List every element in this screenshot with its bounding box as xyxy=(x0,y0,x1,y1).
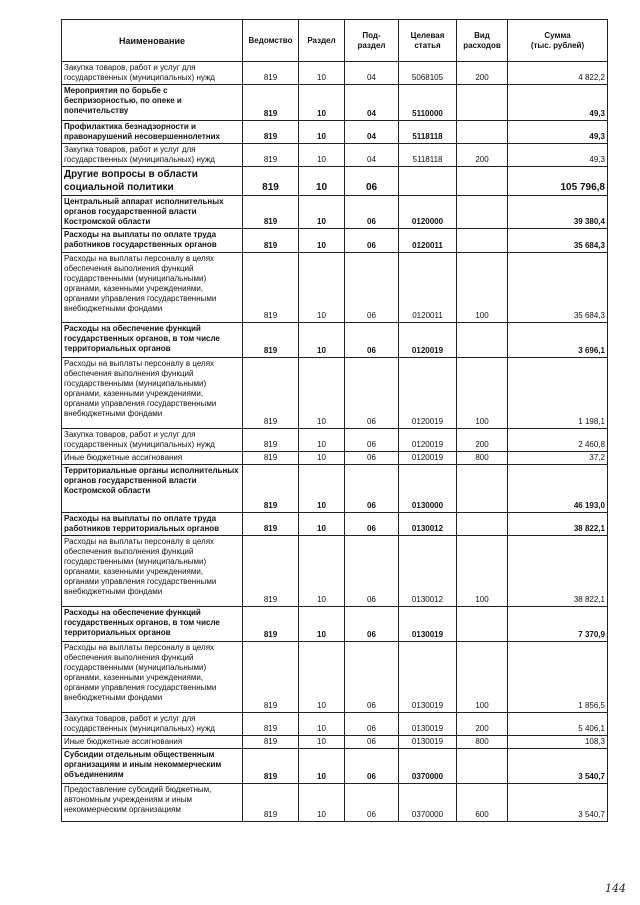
row-sum: 46 193,0 xyxy=(508,465,608,513)
row-sum: 5 406,1 xyxy=(508,713,608,736)
row-section: 10 xyxy=(299,736,345,749)
table-row xyxy=(62,736,608,749)
row-section: 10 xyxy=(299,196,345,229)
row-kind: 800 xyxy=(457,452,508,465)
row-target xyxy=(399,167,457,196)
row-name: Другие вопросы в области социальной политики xyxy=(62,167,243,196)
row-section: 10 xyxy=(299,536,345,607)
row-dept: 819 xyxy=(243,736,299,749)
row-subsection: 06 xyxy=(345,253,399,323)
row-name: Закупка товаров, работ и услуг для государственных (муниципальных) нужд xyxy=(62,713,243,736)
row-dept: 819 xyxy=(243,229,299,253)
row-section: 10 xyxy=(299,465,345,513)
row-sum: 7 370,9 xyxy=(508,607,608,642)
table-row xyxy=(62,452,608,465)
row-subsection: 06 xyxy=(345,452,399,465)
row-section: 10 xyxy=(299,429,345,452)
row-kind xyxy=(457,167,508,196)
row-name: Расходы на выплаты персоналу в целях обеспечения выполнения функций государственными (муниципальными) органами, казенными учреждениями, органами управления государственными внебюджетными фондами xyxy=(62,642,243,713)
table-row xyxy=(62,323,608,358)
row-section: 10 xyxy=(299,62,345,85)
row-kind xyxy=(457,749,508,784)
row-kind xyxy=(457,229,508,253)
row-kind xyxy=(457,465,508,513)
row-kind: 100 xyxy=(457,642,508,713)
row-subsection: 06 xyxy=(345,465,399,513)
row-subsection: 04 xyxy=(345,144,399,167)
header-name: Наименование xyxy=(62,20,243,62)
table-row xyxy=(62,784,608,822)
row-target: 0130019 xyxy=(399,736,457,749)
table-row xyxy=(62,229,608,253)
row-section: 10 xyxy=(299,253,345,323)
row-target: 5068105 xyxy=(399,62,457,85)
row-kind: 200 xyxy=(457,713,508,736)
row-name: Расходы на выплаты по оплате труда работников государственных органов xyxy=(62,229,243,253)
row-section: 10 xyxy=(299,167,345,196)
header-dept: Ведомство xyxy=(243,20,299,62)
row-dept: 819 xyxy=(243,536,299,607)
row-name: Расходы на выплаты по оплате труда работников территориальных органов xyxy=(62,513,243,536)
row-subsection: 06 xyxy=(345,749,399,784)
table-row xyxy=(62,465,608,513)
budget-table xyxy=(61,19,608,822)
row-sum: 38 822,1 xyxy=(508,513,608,536)
row-dept: 819 xyxy=(243,749,299,784)
row-section: 10 xyxy=(299,642,345,713)
row-section: 10 xyxy=(299,323,345,358)
row-sum: 3 696,1 xyxy=(508,323,608,358)
row-sum: 35 684,3 xyxy=(508,253,608,323)
table-row xyxy=(62,642,608,713)
table-row xyxy=(62,121,608,144)
row-sum: 49,3 xyxy=(508,85,608,121)
row-target: 0370000 xyxy=(399,784,457,822)
row-dept: 819 xyxy=(243,62,299,85)
row-sum: 3 540,7 xyxy=(508,749,608,784)
row-section: 10 xyxy=(299,229,345,253)
row-dept: 819 xyxy=(243,452,299,465)
row-sum: 2 460,8 xyxy=(508,429,608,452)
table-row xyxy=(62,513,608,536)
row-name: Центральный аппарат исполнительных органов государственной власти Костромской области xyxy=(62,196,243,229)
row-dept: 819 xyxy=(243,196,299,229)
row-dept: 819 xyxy=(243,121,299,144)
row-section: 10 xyxy=(299,452,345,465)
table-row xyxy=(62,358,608,429)
table-body xyxy=(62,62,608,822)
row-subsection: 06 xyxy=(345,513,399,536)
row-dept: 819 xyxy=(243,144,299,167)
row-name: Иные бюджетные ассигнования xyxy=(62,736,243,749)
row-dept: 819 xyxy=(243,253,299,323)
row-subsection: 06 xyxy=(345,229,399,253)
row-sum: 108,3 xyxy=(508,736,608,749)
row-dept: 819 xyxy=(243,784,299,822)
row-kind: 200 xyxy=(457,144,508,167)
row-kind: 100 xyxy=(457,253,508,323)
table-header-row xyxy=(62,20,608,62)
table-row xyxy=(62,429,608,452)
row-dept: 819 xyxy=(243,465,299,513)
row-dept: 819 xyxy=(243,85,299,121)
row-target: 0120019 xyxy=(399,323,457,358)
row-kind xyxy=(457,196,508,229)
row-sum: 49,3 xyxy=(508,121,608,144)
row-target: 0130019 xyxy=(399,607,457,642)
row-sum: 39 380,4 xyxy=(508,196,608,229)
row-target: 0130019 xyxy=(399,642,457,713)
page-number: 144 xyxy=(605,882,626,895)
header-kind: Вид расходов xyxy=(457,20,508,62)
row-subsection: 06 xyxy=(345,536,399,607)
row-dept: 819 xyxy=(243,167,299,196)
row-target: 0120011 xyxy=(399,253,457,323)
row-sum: 3 540,7 xyxy=(508,784,608,822)
row-section: 10 xyxy=(299,713,345,736)
table-row xyxy=(62,749,608,784)
row-sum: 38 822,1 xyxy=(508,536,608,607)
row-kind xyxy=(457,323,508,358)
row-dept: 819 xyxy=(243,513,299,536)
row-target: 5118118 xyxy=(399,144,457,167)
table-row xyxy=(62,253,608,323)
row-subsection: 04 xyxy=(345,121,399,144)
row-sum: 1 856,5 xyxy=(508,642,608,713)
row-name: Закупка товаров, работ и услуг для государственных (муниципальных) нужд xyxy=(62,62,243,85)
row-kind: 800 xyxy=(457,736,508,749)
row-subsection: 06 xyxy=(345,736,399,749)
row-name: Расходы на обеспечение функций государственных органов, в том числе территориальных органов xyxy=(62,323,243,358)
row-kind: 100 xyxy=(457,536,508,607)
row-kind: 100 xyxy=(457,358,508,429)
row-target: 0370000 xyxy=(399,749,457,784)
row-target: 5118118 xyxy=(399,121,457,144)
row-target: 0120019 xyxy=(399,358,457,429)
row-name: Территориальные органы исполнительных органов государственной власти Костромской области xyxy=(62,465,243,513)
row-subsection: 06 xyxy=(345,784,399,822)
table-row xyxy=(62,713,608,736)
row-name: Профилактика безнадзорности и правонарушений несовершеннолетних xyxy=(62,121,243,144)
row-sum: 37,2 xyxy=(508,452,608,465)
row-sum: 4 822,2 xyxy=(508,62,608,85)
header-subsection: Под- раздел xyxy=(345,20,399,62)
row-kind xyxy=(457,121,508,144)
table-row xyxy=(62,85,608,121)
row-subsection: 06 xyxy=(345,607,399,642)
row-section: 10 xyxy=(299,85,345,121)
table-row xyxy=(62,536,608,607)
row-subsection: 06 xyxy=(345,429,399,452)
table-row xyxy=(62,607,608,642)
row-sum: 105 796,8 xyxy=(508,167,608,196)
row-kind: 200 xyxy=(457,62,508,85)
row-sum: 35 684,3 xyxy=(508,229,608,253)
row-dept: 819 xyxy=(243,607,299,642)
row-target: 5110000 xyxy=(399,85,457,121)
row-name: Расходы на выплаты персоналу в целях обеспечения выполнения функций государственными (муниципальными) органами, казенными учреждениями, органами управления государственными внебюджетными фондами xyxy=(62,536,243,607)
table-row xyxy=(62,196,608,229)
row-section: 10 xyxy=(299,749,345,784)
row-target: 0130000 xyxy=(399,465,457,513)
row-dept: 819 xyxy=(243,642,299,713)
row-section: 10 xyxy=(299,607,345,642)
row-subsection: 04 xyxy=(345,62,399,85)
row-target: 0120019 xyxy=(399,452,457,465)
row-name: Расходы на выплаты персоналу в целях обеспечения выполнения функций государственными (муниципальными) органами, казенными учреждениями, органами управления государственными внебюджетными фондами xyxy=(62,253,243,323)
row-name: Расходы на обеспечение функций государственных органов, в том числе территориальных органов xyxy=(62,607,243,642)
table-row xyxy=(62,62,608,85)
row-sum: 1 198,1 xyxy=(508,358,608,429)
row-section: 10 xyxy=(299,121,345,144)
row-name: Закупка товаров, работ и услуг для государственных (муниципальных) нужд xyxy=(62,429,243,452)
row-subsection: 06 xyxy=(345,196,399,229)
row-dept: 819 xyxy=(243,323,299,358)
row-section: 10 xyxy=(299,144,345,167)
row-name: Предоставление субсидий бюджетным, автономным учреждениям и иным некоммерческим организациям xyxy=(62,784,243,822)
row-kind: 200 xyxy=(457,429,508,452)
row-name: Иные бюджетные ассигнования xyxy=(62,452,243,465)
header-section: Раздел xyxy=(299,20,345,62)
row-dept: 819 xyxy=(243,358,299,429)
row-section: 10 xyxy=(299,784,345,822)
header-target: Целевая статья xyxy=(399,20,457,62)
row-subsection: 06 xyxy=(345,323,399,358)
header-sum: Сумма (тыс. рублей) xyxy=(508,20,608,62)
row-target: 0130012 xyxy=(399,513,457,536)
row-target: 0120011 xyxy=(399,229,457,253)
row-section: 10 xyxy=(299,513,345,536)
table-row xyxy=(62,167,608,196)
row-kind xyxy=(457,85,508,121)
row-subsection: 06 xyxy=(345,713,399,736)
row-section: 10 xyxy=(299,358,345,429)
row-name: Закупка товаров, работ и услуг для государственных (муниципальных) нужд xyxy=(62,144,243,167)
row-target: 0120000 xyxy=(399,196,457,229)
row-dept: 819 xyxy=(243,429,299,452)
row-kind xyxy=(457,513,508,536)
row-name: Мероприятия по борьбе с беспризорностью, по опеке и попечительству xyxy=(62,85,243,121)
row-dept: 819 xyxy=(243,713,299,736)
row-kind: 600 xyxy=(457,784,508,822)
row-sum: 49,3 xyxy=(508,144,608,167)
row-target: 0120019 xyxy=(399,429,457,452)
row-subsection: 06 xyxy=(345,358,399,429)
table-row xyxy=(62,144,608,167)
row-subsection: 04 xyxy=(345,85,399,121)
row-target: 0130019 xyxy=(399,713,457,736)
row-name: Субсидии отдельным общественным организациям и иным некоммерческим объединениям xyxy=(62,749,243,784)
row-subsection: 06 xyxy=(345,167,399,196)
row-target: 0130012 xyxy=(399,536,457,607)
row-kind xyxy=(457,607,508,642)
row-subsection: 06 xyxy=(345,642,399,713)
row-name: Расходы на выплаты персоналу в целях обеспечения выполнения функций государственными (муниципальными) органами, казенными учреждениями, органами управления государственными внебюджетными фондами xyxy=(62,358,243,429)
